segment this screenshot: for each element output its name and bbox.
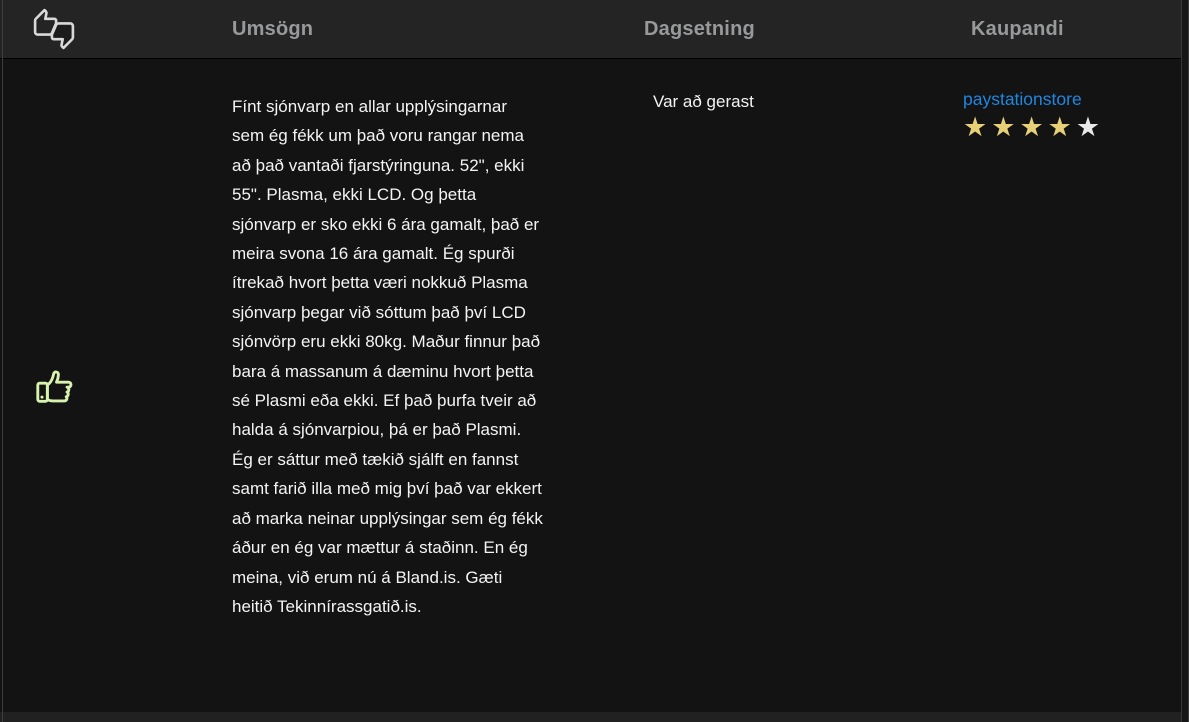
review-cell bbox=[232, 59, 644, 712]
rating-cell bbox=[0, 59, 232, 712]
vertical-scrollbar[interactable] bbox=[1181, 0, 1189, 722]
star-filled-icon: ★ bbox=[1019, 112, 1048, 142]
table-header-row bbox=[0, 0, 1182, 59]
review-row bbox=[0, 59, 1182, 712]
star-filled-icon: ★ bbox=[1047, 112, 1076, 142]
header-cell-review bbox=[232, 18, 644, 41]
review-date: Var að gerast bbox=[653, 92, 754, 111]
star-empty-icon: ★ bbox=[1075, 112, 1105, 142]
date-cell bbox=[644, 59, 963, 712]
review-text: Fínt sjónvarp en allar upplýsingarnar sem ég fékk um það voru rangar nema að það vantaði fjarstýringuna. 52", ekki 55". Plasma, ekki LCD. Og þetta sjónvarp er sko ekki 6 ára gamalt, það er meira svona 16 ára gamalt. Ég spurði ítrekað hvort þetta væri nokkuð Plasma sjónvarp þegar við sóttum það því LCD sjónvörp eru ekki 80kg. Maður finnur það bara á massanum á dæminu hvort þetta sé Plasmi eða ekki. Ef það þurfa tveir að halda á sjónvarpiou, þá er það Plasmi. Ég er sáttur með tækið sjálft en fannst samt farið illa með mig því það var ekkert að marka neinar upplýsingar sem ég fékk áður en ég var mættur á staðinn. En ég meina, við erum nú á Bland.is. Gæti heitið Tekinnírassgatið.is. bbox=[232, 97, 543, 616]
column-header-dagsetning: Dagsetning bbox=[644, 17, 755, 40]
buyer-cell bbox=[963, 59, 1182, 712]
header-cell-date bbox=[644, 18, 963, 41]
star-filled-icon: ★ bbox=[991, 112, 1020, 142]
header-cell-rating bbox=[0, 8, 232, 50]
buyer-link[interactable]: paystationstore bbox=[963, 89, 1082, 109]
thumbs-up-down-icon bbox=[33, 8, 232, 50]
column-header-kaupandi: Kaupandi bbox=[971, 17, 1064, 40]
star-filled-icon: ★ bbox=[963, 112, 992, 142]
header-cell-buyer bbox=[963, 18, 1182, 41]
left-edge-divider bbox=[2, 0, 3, 722]
column-header-umsogn: Umsögn bbox=[232, 17, 314, 40]
thumbs-up-icon bbox=[33, 362, 79, 410]
star-rating bbox=[963, 112, 1182, 142]
